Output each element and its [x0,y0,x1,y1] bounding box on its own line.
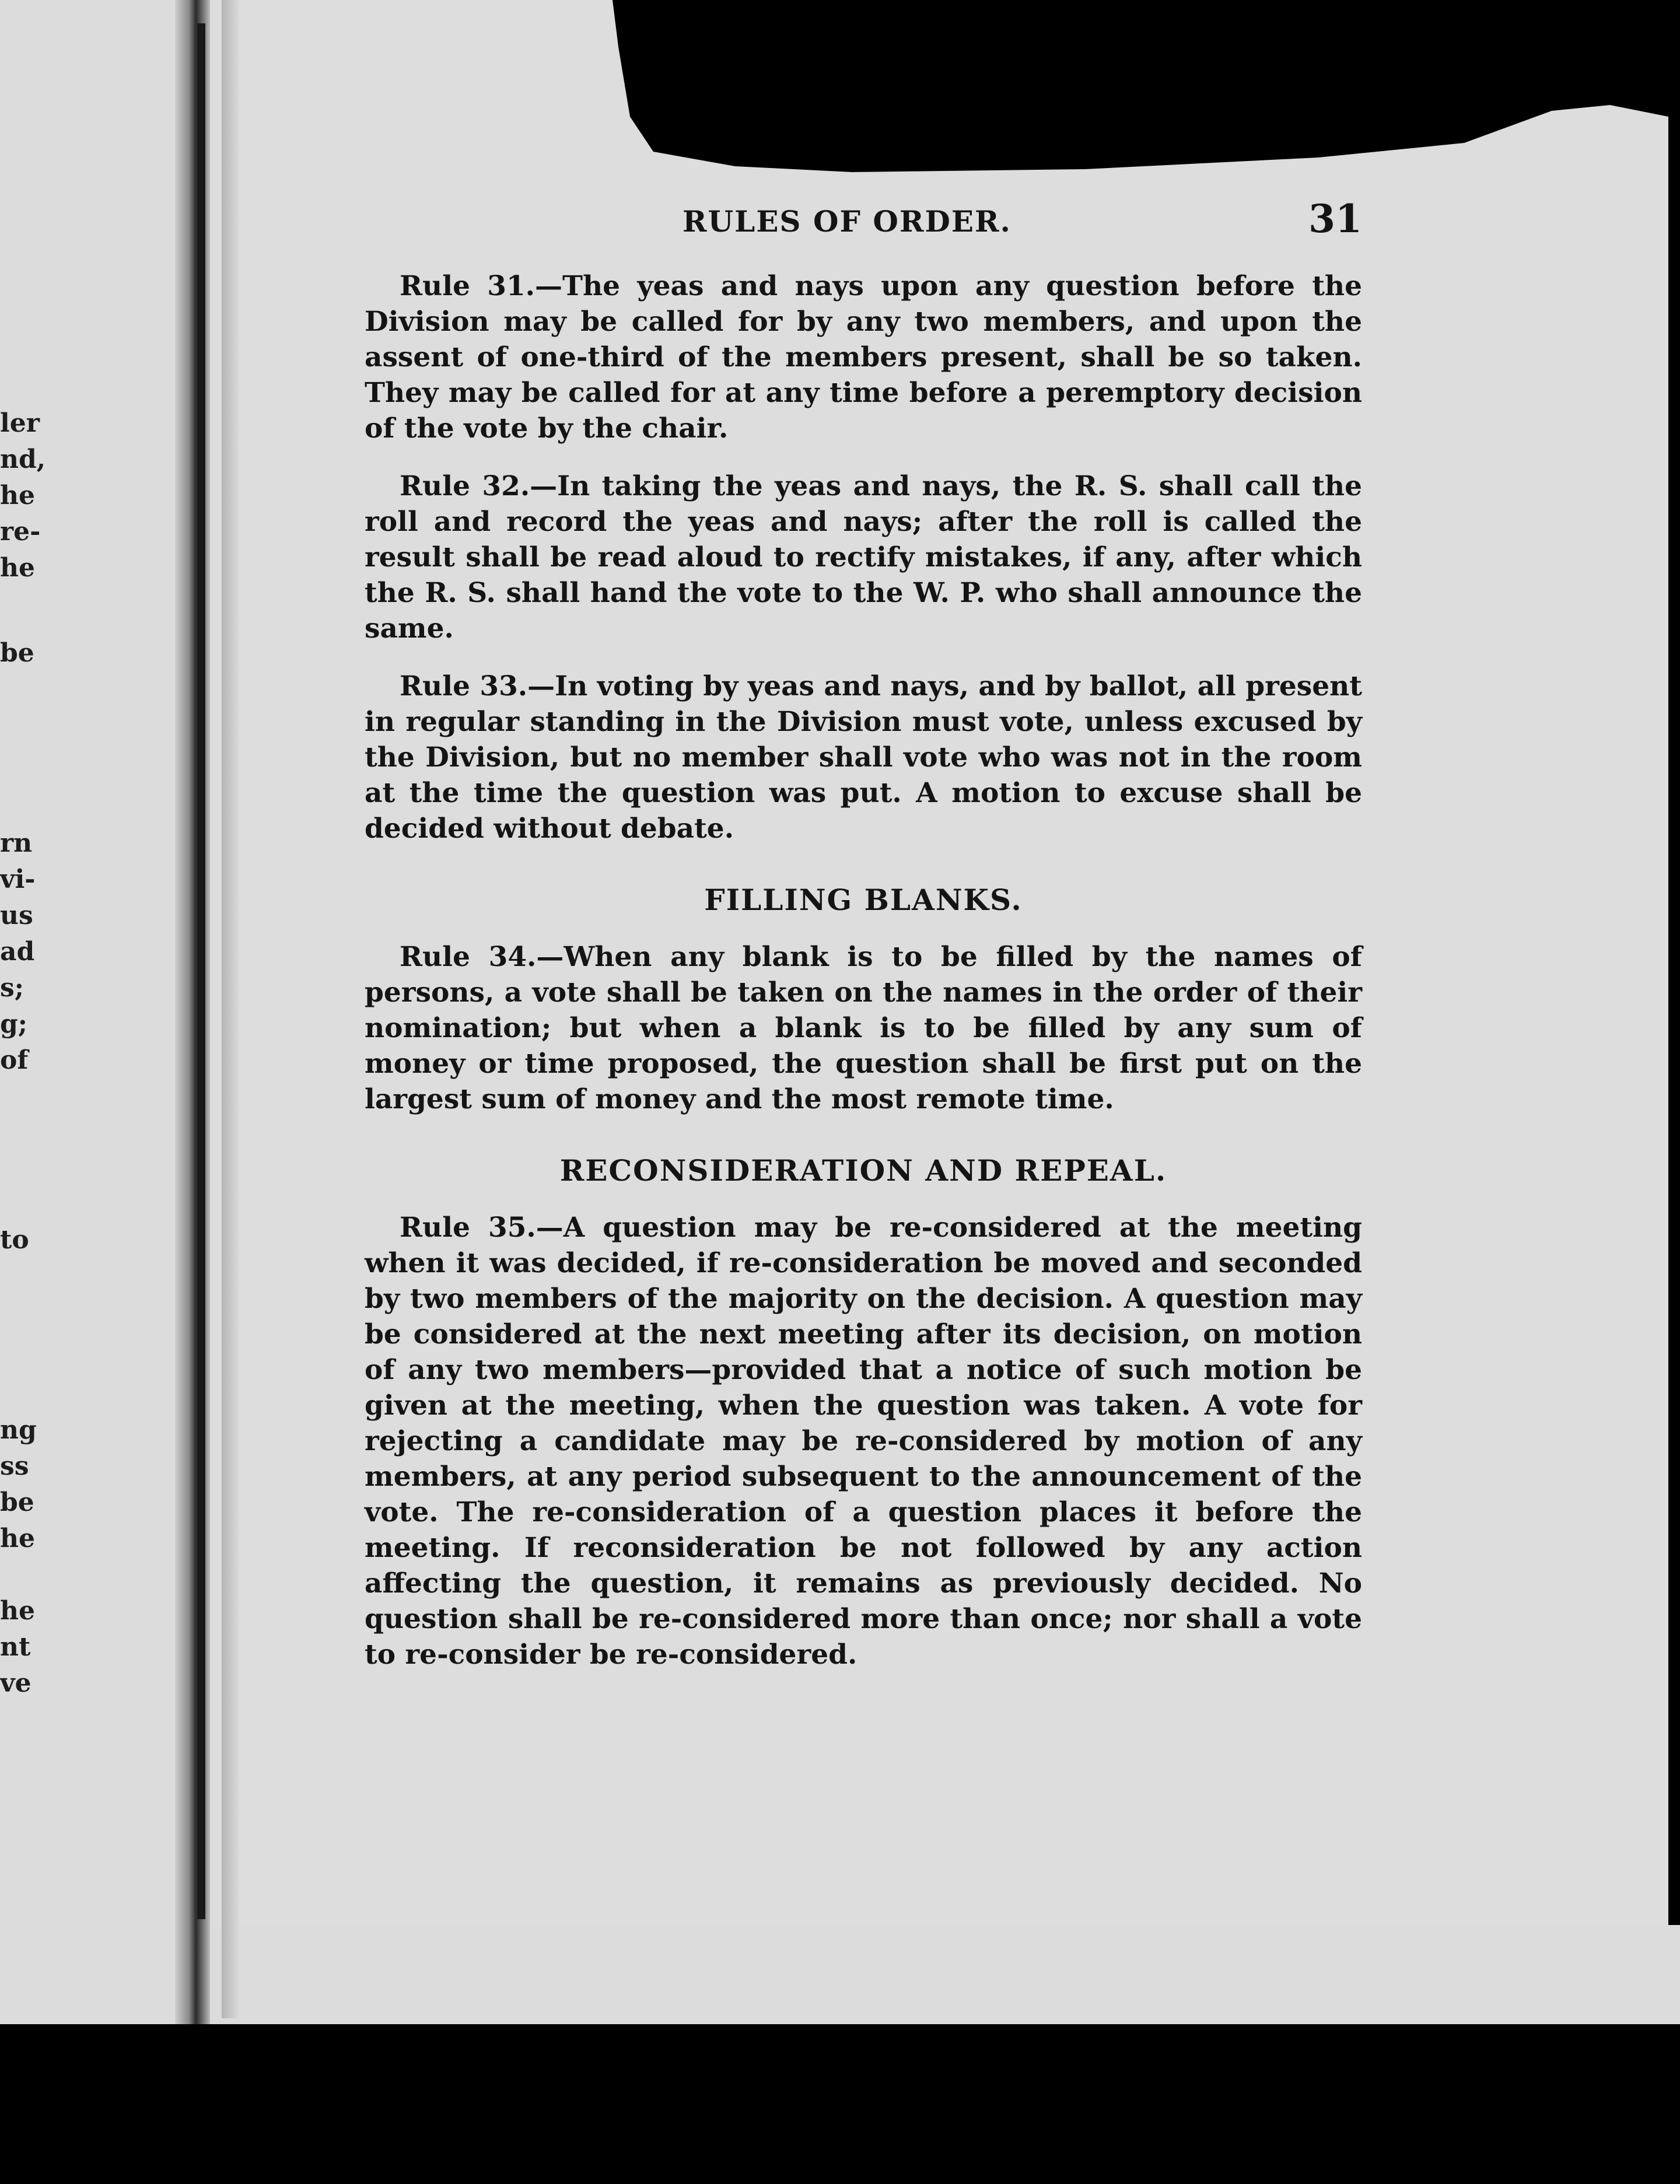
left-fragment: vi- [0,864,36,894]
left-fragment: ler [0,408,40,438]
left-fragment: ad [0,937,35,967]
left-page-fragment [0,0,210,2184]
spine-fold-line [197,23,205,1919]
left-fragment: he [0,1596,35,1626]
left-fragment: he [0,481,35,510]
rule-33-paragraph: Rule 33.—In voting by yeas and nays, and by ballot, all present in regular standing in the Division must vote, unless excused by the Division, but no member shall vote who was not in the room at the time the question was put. A motion to excuse shall be decided without debate. [365,670,1362,845]
left-fragment: of [0,1045,29,1075]
page-number: 31 [1308,196,1362,242]
left-fragment: ss [0,1451,29,1481]
left-fragment: us [0,901,33,930]
main-page-bottom-edge [210,1925,1680,2036]
left-fragment: g; [0,1009,28,1039]
left-fragment: be [0,638,34,668]
left-fragment: ve [0,1668,32,1698]
section-heading-filling-blanks: FILLING BLANKS. [704,883,1023,917]
section-heading-reconsideration: RECONSIDERATION AND REPEAL. [559,1153,1167,1188]
left-fragment: to [0,1225,29,1255]
scan-background-bottom [0,2024,1680,2184]
rule-31-paragraph: Rule 31.—The yeas and nays upon any question before the Division may be called for by any two members, and upon the assent of one-third of the members present, shall be so taken. They may be called for at any time before a peremptory decision of the vote by the chair. [365,270,1362,444]
running-head [365,196,1362,268]
left-fragment: s; [0,973,24,1003]
left-page-cut-text [0,0,175,2184]
left-fragment: be [0,1488,34,1517]
left-fragment: ng [0,1415,37,1445]
left-fragment: nt [0,1632,31,1662]
running-head-title: RULES OF ORDER. [682,204,1012,239]
left-fragment: re- [0,517,41,547]
left-fragment: rn [0,828,33,858]
page-text-block [365,196,1362,1695]
inner-fold-shadow [222,0,239,2018]
left-fragment: he [0,553,35,583]
left-fragment: he [0,1524,35,1553]
rule-35-paragraph: Rule 35.—A question may be re-considered at the meeting when it was decided, if re-consideration be moved and seconded by two members of the majority on the decision. A question may be considered at the next meeting after its decision, on motion of any two members—provided that a notice of such motion be given at the meeting, when the question was taken. A vote for rejecting a candidate may be re-considered by motion of any members, at any period subsequent to the announcement of the vote. The re-consideration of a question places it before the meeting. If reconsideration be not followed by any action affecting the question, it remains as previously decided. No question shall be re-considered more than once; nor shall a vote to re-consider be re-considered. [365,1212,1362,1671]
left-fragment: nd, [0,444,46,474]
rule-34-paragraph: Rule 34.—When any blank is to be filled by the names of persons, a vote shall be taken on the names in the order of their nomination; but when a blank is to be filled by any sum of money or time proposed, the question shall be first put on the largest sum of money and the most remote time. [365,941,1362,1115]
rule-32-paragraph: Rule 32.—In taking the yeas and nays, the R. S. shall call the roll and record the yeas and nays; after the roll is called the result shall be read aloud to rectify mistakes, if any, after which the R. S. shall hand the vote to the W. P. who shall announce the same. [365,470,1362,645]
